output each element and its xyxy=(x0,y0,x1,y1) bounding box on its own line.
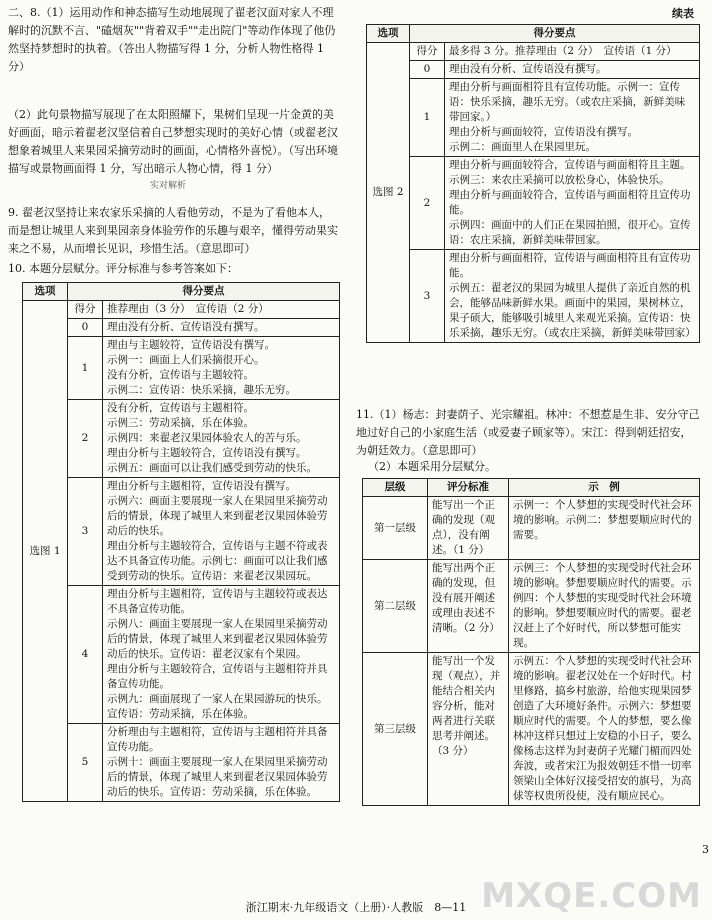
table-row xyxy=(23,400,340,478)
score-cell: 2 xyxy=(410,157,445,250)
points-line: 示例三：来农庄采摘可以放松身心，体验快乐。 xyxy=(449,174,670,186)
points-cell xyxy=(103,724,340,802)
table-row xyxy=(367,157,700,250)
table-row xyxy=(363,653,700,806)
score-cell: 1 xyxy=(410,79,445,157)
table-row xyxy=(363,560,700,653)
q9-answer: 9. 翟老汉坚持让来农家乐采摘的人看他劳动，不是为了看他本人，而是想让城里人来到果园亲身体验劳作的乐趣与艰辛，懂得劳动果实来之不易，从而增长见识，珍惜生活。（意思即可） xyxy=(8,206,338,255)
score-cell: 2 xyxy=(68,400,103,478)
example-cell: 示例三：个人梦想的实现受时代社会环境的影响。梦想要顺应时代的需要。示例四：个人梦想的实现受时代社会环境的影响。梦想要顺应时代的需要。翟老汉赶上了个好时代，所以梦想可能实现。 xyxy=(509,560,700,653)
points-line: 理由分析与主题较符合，宣传语与主题不符或表达不具备宣传功能。示例七：画面可以让我们感受到劳动的快乐。宣传语：来翟老汉果园玩。 xyxy=(107,540,328,582)
table-row xyxy=(23,478,340,586)
points-line: 示例六：画面主要展现一家人在果园里采摘劳动后的情景，体现了城里人来到翟老汉果园体验劳动后的快乐。 xyxy=(107,495,328,537)
q11-part1: 11.（1）杨志：封妻荫子、光宗耀祖。林冲：不想惹是生非、安分守己地过好自己的小家庭生活（或爱妻子顾家等）。宋江：得到朝廷招安，为朝廷效力。（意思即可） xyxy=(356,408,700,457)
points-cell xyxy=(103,478,340,586)
page-footer: 浙江期末·九年级语文（上册）·人教版 8—11 xyxy=(245,901,467,914)
points-line: 理由分析与主题相符，宣传语与主题较符或表达不具备宣传功能。 xyxy=(107,588,328,615)
standard-cell: 能写出两个正确的发现，但没有展开阐述或理由表述不清晰。（2 分） xyxy=(428,560,509,653)
rec-header: 最多得 3 分。推荐理由（2 分） 宣传语（1 分） xyxy=(445,43,700,61)
points-line: 理由分析与主题较符合，宣传语与主题相符并具备宣传功能。 xyxy=(107,663,328,690)
score-header: 得分 xyxy=(68,301,103,319)
points-cell xyxy=(103,586,340,724)
points-line: 示例二：画面里人在果园里玩。 xyxy=(449,141,596,153)
points-line: 理由没有分析、宣传语没有撰写。 xyxy=(449,63,607,75)
score-cell: 1 xyxy=(68,337,103,400)
standard-cell: 能写出一个正确的发现（观点），没有阐述。（1 分） xyxy=(428,497,509,560)
header-example: 示 例 xyxy=(509,479,700,497)
score-cell: 4 xyxy=(68,586,103,724)
q10-intro: 10. 本题分层赋分。评分标准与参考答案如下： xyxy=(8,262,238,275)
points-cell xyxy=(103,400,340,478)
table-row xyxy=(23,724,340,802)
example-cell: 示例五：个人梦想的实现受时代社会环境的影响。翟老汉处在一个好时代。村里修路，搞乡村旅游，给他实现果园梦创造了大环境好条件。示例六：梦想要顺应时代的需要。个人的梦想，要么像林冲这样只想过上安稳的小日子，要么像杨志这样为封妻荫子光耀门楣而四处奔波，或者宋江为报效朝廷不惜一切率领梁山全体好汉接受招安的旗号，为高俅等权贵所役使，没有顺应民心。 xyxy=(509,653,700,806)
watermark-logo: MXQE.COM xyxy=(481,876,702,916)
points-line: 示例五：画面可以让我们感受到劳动的快乐。 xyxy=(107,462,317,474)
score-cell: 3 xyxy=(68,478,103,586)
points-line: 理由分析与画面较符合，宣传语与画面相符且宣传功能。 xyxy=(449,189,691,216)
header-points: 得分要点 xyxy=(410,25,700,43)
points-line: 理由与主题较符，宣传语没有撰写。 xyxy=(107,339,275,351)
points-line: 没有分析，宣传语与主题较符。 xyxy=(107,369,254,381)
points-line: 理由没有分析、宣传语没有撰写。 xyxy=(107,321,265,333)
points-line: 没有分析，宣传语与主题相符。 xyxy=(107,402,254,414)
side-digit: 3 xyxy=(702,843,709,856)
scoring-table-3 xyxy=(362,478,700,806)
header-standard: 评分标准 xyxy=(428,479,509,497)
q11-part2: （2）本题采用分层赋分。 xyxy=(368,460,496,473)
q8-part2: （2）此句景物描写展现了在太阳照耀下，果树们呈现一片金黄的美好画面，暗示着翟老汉坚信着自己梦想实现时的美好心情（或翟老汉想象着城里人来果园采摘劳动时的画面，心情格外喜悦）。（写出环境描写或景物画面得 1 分，写出暗示人物心情，得 1 分） xyxy=(8,108,338,175)
points-cell xyxy=(103,319,340,337)
score-cell: 0 xyxy=(410,61,445,79)
header-option: 选项 xyxy=(367,25,410,43)
points-cell xyxy=(445,250,700,343)
continued-label: 续表 xyxy=(672,7,694,20)
table-row xyxy=(363,497,700,560)
table-row xyxy=(367,79,700,157)
table-row xyxy=(23,319,340,337)
score-cell: 5 xyxy=(68,724,103,802)
option-cell: 选图 2 xyxy=(367,43,410,343)
points-line: 示例一：画面上人们采摘很开心。 xyxy=(107,354,265,366)
score-cell: 3 xyxy=(410,250,445,343)
points-line: 示例三：劳动采摘，乐在体验。 xyxy=(107,417,254,429)
header-option: 选项 xyxy=(23,283,68,301)
level-cell: 第一层级 xyxy=(363,497,428,560)
points-line: 理由分析与画面较符，宣传语没有撰写。 xyxy=(449,126,638,138)
points-line: 示例四：来翟老汉果园体验农人的苦与乐。 xyxy=(107,432,307,444)
scoring-table-1 xyxy=(22,282,340,802)
points-line: 示例八：画面主要展现一家人在果园里采摘劳动后的情景，体现了城里人来到翟老汉果园体验劳动后的快乐。宣传语：翟老汉家有个果园。 xyxy=(107,618,328,660)
q8-part1: 二、8.（1）运用动作和神态描写生动地展现了翟老汉面对家人不理解时的沉默不言、"磕烟灰""背着双手""走出院门"等动作体现了他仍然坚持梦想时的执着。（答出人物描写得 1 分，分析人物性格得 1 分） xyxy=(8,6,336,73)
header-points: 得分要点 xyxy=(68,283,340,301)
level-cell: 第二层级 xyxy=(363,560,428,653)
stamp-text: 实对解析 xyxy=(150,181,187,191)
points-line: 理由分析与画面相符，宣传语与画面相符且有宣传功能。 xyxy=(449,252,691,279)
example-cell: 示例一：个人梦想的实现受时代社会环境的影响。示例二：梦想要顺应时代的需要。 xyxy=(509,497,700,560)
points-line: 示例四：画面中的人们正在果园拍照，很开心。宣传语：农庄采摘，新鲜美味带回家。 xyxy=(449,219,691,246)
level-cell: 第三层级 xyxy=(363,653,428,806)
points-line: 理由分析与主题较符合，宣传语没有撰写。 xyxy=(107,447,307,459)
points-cell xyxy=(445,79,700,157)
points-line: 示例十：画面主要展现一家人在果园里采摘劳动后的情景，体现了城里人来到翟老汉果园体验劳动后的快乐。宣传语：劳动采摘，乐在体验。 xyxy=(107,756,328,798)
option-cell: 选图 1 xyxy=(23,301,68,802)
points-line: 理由分析与画面相符且有宣传功能。示例一：宣传语：快乐采摘，趣乐无穷。（或农庄采摘，新鲜美味带回家。） xyxy=(449,81,686,123)
table-row xyxy=(23,586,340,724)
points-line: 宣传语：劳动采摘，乐在体验。 xyxy=(107,708,254,720)
table-row xyxy=(23,337,340,400)
score-cell: 0 xyxy=(68,319,103,337)
points-line: 理由分析与画面较符合，宣传语与画面相符且主题。 xyxy=(449,159,691,171)
table-row xyxy=(367,61,700,79)
standard-cell: 能写出一个发现（观点），并能结合相关内容分析，能对两者进行关联思考并阐述。（3 分） xyxy=(428,653,509,806)
score-header: 得分 xyxy=(410,43,445,61)
rec-header: 推荐理由（3 分） 宣传语（2 分） xyxy=(103,301,340,319)
points-line: 示例二：宣传语：快乐采摘，趣乐无穷。 xyxy=(107,384,296,396)
header-level: 层级 xyxy=(363,479,428,497)
points-cell xyxy=(103,337,340,400)
table-row xyxy=(367,250,700,343)
points-cell xyxy=(445,157,700,250)
points-line: 分析理由与主题相符，宣传语与主题相符并具备宣传功能。 xyxy=(107,726,328,753)
points-cell xyxy=(445,61,700,79)
points-line: 示例九：画面展现了一家人在果园游玩的快乐。 xyxy=(107,693,328,705)
points-line: 示例五：翟老汉的果园为城里人提供了亲近自然的机会，能够品味新鲜水果。画面中的果园，果树林立，果子硕大，能够吸引城里人来观光采摘。宣传语：快乐采摘，趣乐无穷。（或农庄采摘，新鲜美味带回家） xyxy=(449,282,696,339)
scoring-table-2 xyxy=(366,24,700,343)
points-line: 理由分析与主题相符，宣传语没有撰写。 xyxy=(107,480,296,492)
